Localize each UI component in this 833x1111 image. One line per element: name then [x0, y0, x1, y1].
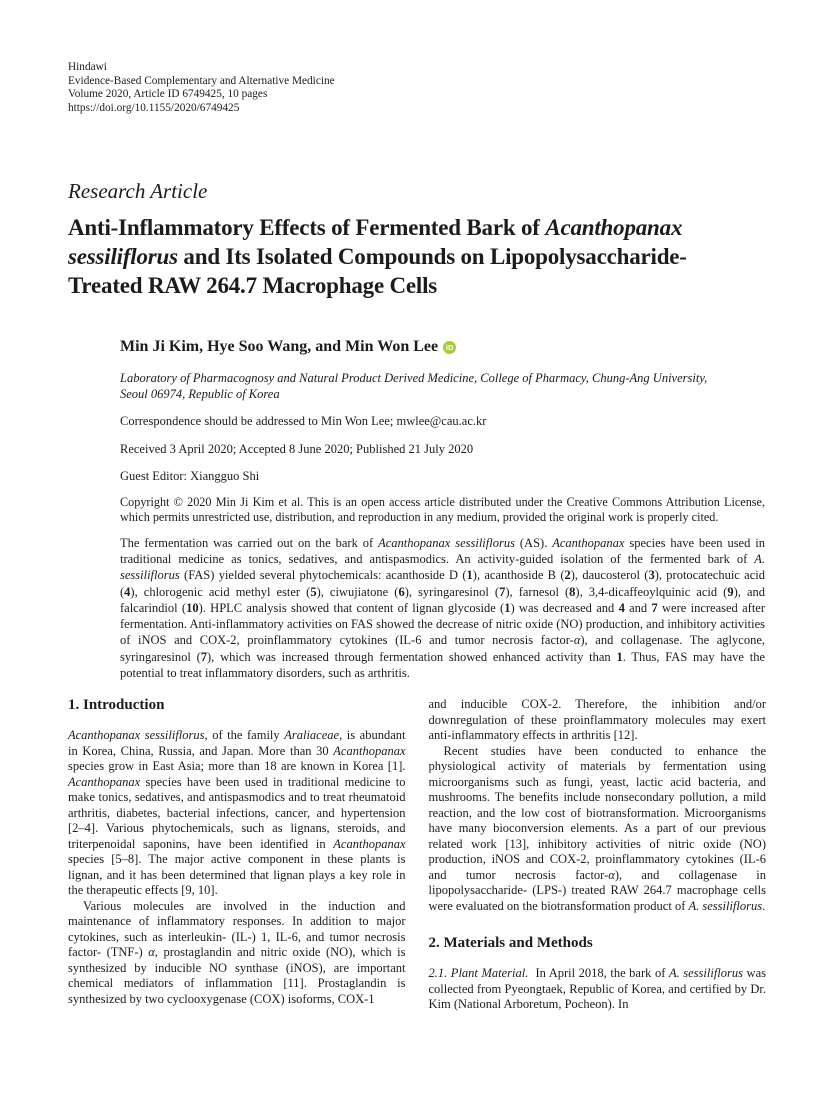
intro-section-heading: 1. Introduction: [68, 697, 165, 714]
two-column-body: [68, 697, 766, 1013]
intro-paragraph-3: and inducible COX-2. Therefore, the inhibition and/or downregulation of these proinflammatory molecules may exert anti-inflammatory effects in arthritis [12].: [428, 697, 766, 743]
doi-link[interactable]: https://doi.org/10.1155/2020/6749425: [68, 101, 240, 114]
plant-material-paragraph: 2.1. Plant Material. In April 2018, the bark of A. sessiliflorus was collected from Pyeongtaek, Republic of Korea, and certified by Dr. Kim (National Arboretum, Pocheon). In: [428, 966, 766, 1012]
publisher-header: [68, 61, 766, 115]
affiliation: Laboratory of Pharmacognosy and Natural Product Derived Medicine, College of Pharmacy, Chung-Ang University, Seoul 06974, Republic of Korea: [120, 371, 708, 401]
intro-paragraph-1: Acanthopanax sessiliflorus, of the family Araliaceae, is abundant in Korea, China, Russia, and Japan. More than 30 Acanthopanax species grow in East Asia; more than 18 are known in Korea [1]. Acanthopanax species have been used in traditional medicine to make tonics, sedatives, and antispasmodics and to treat rheumatoid arthritis, diabetes, bacterial infections, cancer, and hypertension [2–4]. Various phytochemicals, such as lignans, steroids, and triterpenoidal saponins, have been identified in Acanthopanax species [5–8]. The major active component in these plants is lignan, and it has been determined that lignan plays a key role in the therapeutic effects [9, 10].: [68, 728, 406, 898]
publisher-name: Hindawi: [68, 61, 107, 73]
correspondence-line: Correspondence should be addressed to Min Won Lee; mwlee@cau.ac.kr: [120, 414, 487, 429]
intro-paragraph-2: Various molecules are involved in the induction and maintenance of inflammatory responses. In addition to major cytokines, such as interleukin- (IL-) 1, IL-6, and tumor necrosis factor- (TNF-) α, prostaglandin and nitric oxide (NO), which is synthesized by inducible NO synthase (iNOS), are important chemical mediators of inflammation [11]. Prostaglandin is synthesized by two cyclooxygenase (COX) isoforms, COX-1: [68, 898, 406, 1006]
front-matter: [120, 337, 765, 681]
article-title: Anti-Inflammatory Effects of Fermented Bark of Acanthopanax sessiliflorus and Its Isolated Compounds on Lipopolysaccharide- Treated RAW 264.7 Macrophage Cells: [68, 215, 687, 299]
intro-paragraph-4: Recent studies have been conducted to enhance the physiological activity of materials by fermentation using microorganisms such as fungi, yeast, lactic acid bacteria, and mushrooms. The benefits include nonsecondary pollution, a mild reaction, and the low cost of biotransformation. Microorganisms have many bioconversion elements. As a part of our previous related work [13], inhibitory activities of nitric oxide (NO) production, iNOS and COX-2, proinflammatory cytokines (IL-6 and tumor necrosis factor-α), and collagenase in lipopolysaccharide- (LPS-) treated RAW 264.7 macrophage cells were evaluated on the biotransformation product of A. sessiliflorus.: [428, 743, 766, 913]
column-right: [429, 697, 767, 1013]
journal-name: Evidence-Based Complementary and Alternative Medicine: [68, 74, 335, 87]
volume-line: Volume 2020, Article ID 6749425, 10 pages: [68, 88, 268, 101]
column-left: [68, 697, 406, 1013]
copyright-notice: Copyright © 2020 Min Ji Kim et al. This is an open access article distributed under the Creative Commons Attribution License, which permits unrestricted use, distribution, and reproduction in any medium, provided the original work is properly cited.: [120, 494, 765, 525]
orcid-icon[interactable]: iD: [443, 341, 456, 354]
methods-section-heading: 2. Materials and Methods: [428, 935, 593, 952]
author-names: Min Ji Kim, Hye Soo Wang, and Min Won Lee: [120, 338, 439, 356]
authors-line: [120, 337, 765, 356]
article-type-label: Research Article: [68, 179, 208, 204]
history-line: Received 3 April 2020; Accepted 8 June 2020; Published 21 July 2020: [120, 441, 474, 456]
abstract-text: The fermentation was carried out on the bark of Acanthopanax sessiliflorus (AS). Acanthopanax species have been used in traditional medicine as tonics, sedatives, and antispasmodics. An activity-guided isolation of the fermented bark of A. sessiliflorus (FAS) yielded several phytochemicals: acanthoside D (1), acanthoside B (2), daucosterol (3), protocatechuic acid (4), chlorogenic acid methyl ester (5), ciwujiatone (6), syringaresinol (7), farnesol (8), 3,4-dicaffeoylquinic acid (9), and falcarindiol (10). HPLC analysis showed that content of lignan glycoside (1) was decreased and 4 and 7 were increased after fermentation. Anti-inflammatory activities on FAS showed the decrease of nitric oxide (NO) production, and inhibitory activities of iNOS and COX-2, proinflammatory cytokines (IL-6 and tumor necrosis factor-α), and collagenase. The aglycone, syringaresinol (7), which was increased through fermentation showed enhanced activity than 1. Thus, FAS may have the potential to treat inflammatory disorders, such as arthritis.: [120, 535, 766, 681]
guest-editor-line: Guest Editor: Xiangguo Shi: [120, 469, 260, 484]
